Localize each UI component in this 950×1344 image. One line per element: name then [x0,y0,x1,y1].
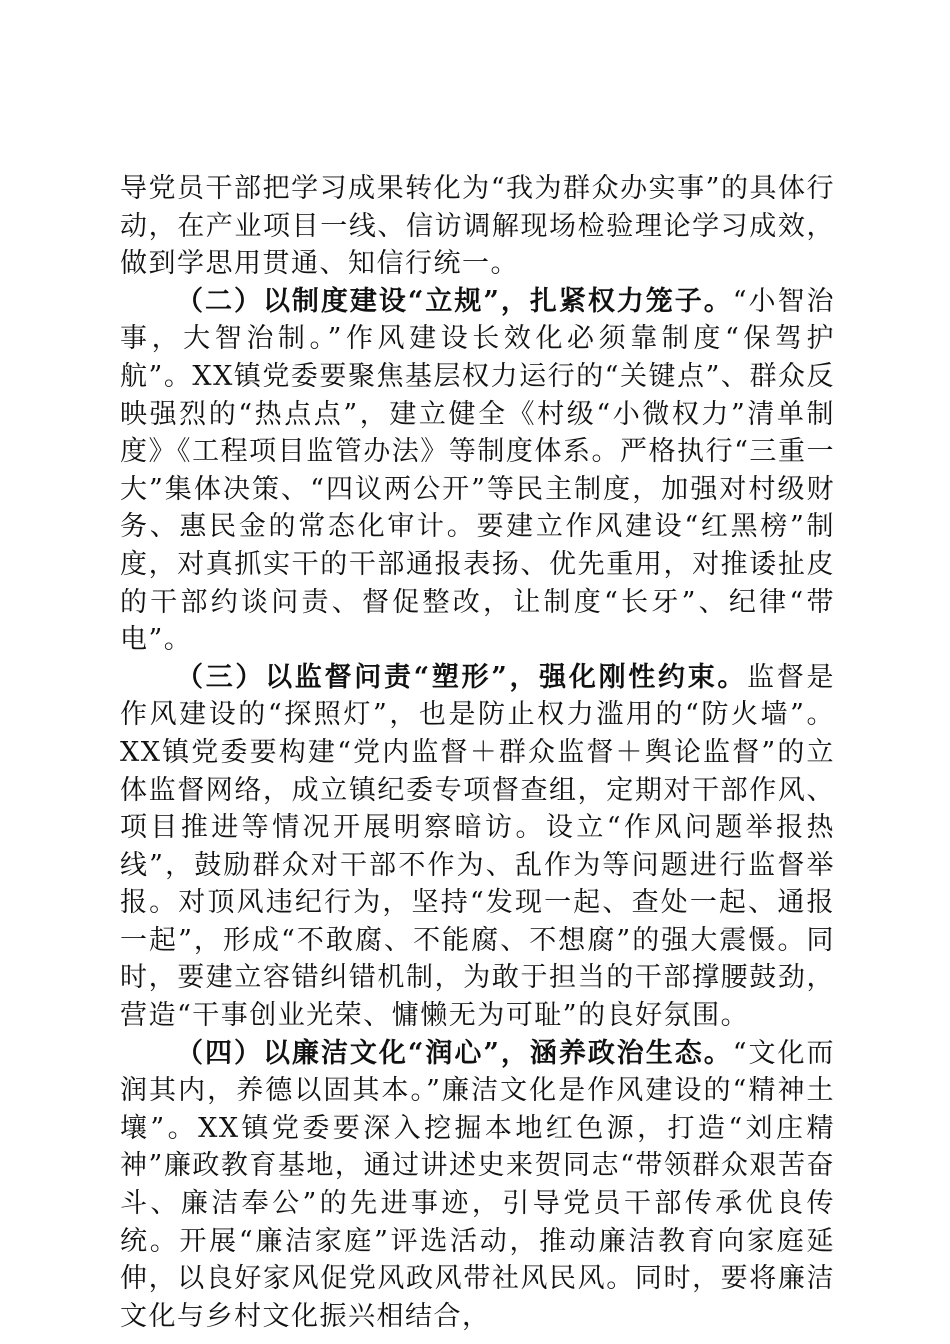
section-heading: （二）以制度建设“立规”，扎紧权力笼子。 [176,285,733,317]
paragraph-section-3 [120,659,835,1035]
paragraph-text: 导党员干部把学习成果转化为“我为群众办实事”的具体行动，在产业项目一线、信访调解现场检验理论学习成效，做到学思用贯通、知信行统一。 [120,173,835,280]
paragraph-text: “文化而润其内，养德以固其本。”廉洁文化是作风建设的“精神土壤”。XX镇党委要深入挖掘本地红色源，打造“刘庄精神”廉政教育基地，通过讲述史来贺同志“带领群众艰苦奋斗、廉洁奉公”的先进事迹，引导党员干部传承优良传统。开展“廉洁家庭”评选活动，推动廉洁教育向家庭延伸，以良好家风促党风政风带社风民风。同时，要将廉洁文化与乡村文化振兴相结合， [120,1037,835,1332]
paragraph-text: “小智治事，大智治制。”作风建设长效化必须靠制度“保驾护航”。XX镇党委要聚焦基层权力运行的“关键点”、群众反映强烈的“热点点”，建立健全《村级“小微权力”清单制度》《工程项目监管办法》等制度体系。严格执行“三重一大”集体决策、“四议两公开”等民主制度，加强对村级财务、惠民金的常态化审计。要建立作风建设“红黑榜”制度，对真抓实干的干部通报表扬、优先重用，对推诿扯皮的干部约谈问责、督促整改，让制度“长牙”、纪律“带电”。 [120,285,835,656]
document-body [120,170,835,1335]
paragraph-text: 监督是作风建设的“探照灯”，也是防止权力滥用的“防火墙”。XX镇党委要构建“党内监督＋群众监督＋舆论监督”的立体监督网络，成立镇纪委专项督查组，定期对干部作风、项目推进等情况开展明察暗访。设立“作风问题举报热线”，鼓励群众对干部不作为、乱作为等问题进行监督举报。对顶风违纪行为，坚持“发现一起、查处一起、通报一起”，形成“不敢腐、不能腐、不想腐”的强大震慑。同时，要建立容错纠错机制，为敢于担当的干部撑腰鼓劲，营造“干事创业光荣、慵懒无为可耻”的良好氛围。 [120,661,835,1032]
paragraph-section-2 [120,283,835,659]
section-heading: （三）以监督问责“塑形”，强化刚性约束。 [176,661,748,693]
paragraph-continuation [120,170,835,283]
section-heading: （四）以廉洁文化“润心”，涵养政治生态。 [176,1037,733,1069]
paragraph-section-4 [120,1035,835,1336]
